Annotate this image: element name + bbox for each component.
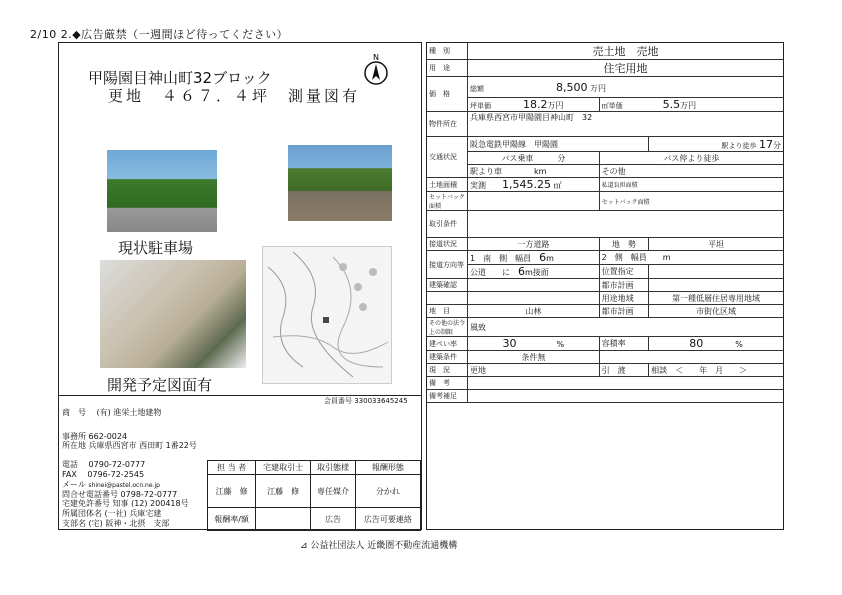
branch: (宅) 阪神・北摂 支部	[88, 519, 170, 528]
tel-row	[62, 460, 145, 470]
tsubo-cell	[468, 98, 600, 112]
fax: 0796-72-2545	[87, 470, 145, 479]
contact-label: 問合せ電話番号	[62, 490, 118, 499]
setback-label-2: セットバック面積	[599, 192, 783, 211]
setback-label: セットバック面積	[427, 192, 468, 211]
bus-walk: バス停より徒歩	[599, 152, 783, 165]
tsubo-label: 坪単価	[470, 102, 491, 110]
license-row	[62, 499, 189, 509]
road1-width: 6	[539, 251, 547, 264]
city-plan-label: 都市計画	[599, 279, 648, 292]
road2-cell	[599, 251, 783, 265]
location-label: 物件所在	[427, 112, 468, 137]
far-unit: %	[735, 340, 743, 349]
area-cell	[468, 178, 600, 192]
trade-name-row	[62, 408, 161, 418]
mail-label: メール	[62, 480, 86, 489]
walk-value: 17	[759, 137, 773, 151]
staff-header: 取引態様	[311, 461, 356, 475]
property-subtitle: 更地 ４６７．４坪 測量図有	[108, 87, 361, 105]
property-title: 甲陽園目神山町32ブロック	[88, 69, 272, 87]
north-arrow-icon	[362, 52, 390, 86]
other-limits-value: 風致	[468, 318, 784, 337]
address: 兵庫県西宮市 西田町 1番22号	[88, 441, 197, 450]
footer-org	[300, 538, 457, 551]
office-label: 事務所	[62, 432, 86, 441]
parking-caption: 現状駐車場	[118, 239, 194, 257]
private-road-label: 私道負担面積	[599, 178, 783, 192]
plan-caption: 開発予定図面有	[107, 376, 213, 394]
land-category-label: 地 目	[427, 305, 468, 318]
fax-row	[62, 470, 144, 480]
staff-value: 専任媒介	[311, 475, 356, 508]
price-label: 価 格	[427, 77, 468, 112]
fax-label: FAX	[62, 470, 77, 479]
address-label: 所在地	[62, 441, 86, 450]
area-label: 土地面積	[427, 178, 468, 192]
area-kind: 実測	[470, 181, 486, 190]
ad-value: 広告可要連絡	[355, 508, 420, 531]
ad-label: 広告	[311, 508, 356, 531]
remarks-extra-label: 備考補足	[427, 390, 468, 403]
coverage-label: 建ぺい率	[427, 337, 468, 351]
road2-unit: m	[662, 253, 671, 262]
property-detail-panel	[426, 42, 784, 530]
far-cell	[649, 337, 783, 351]
road1-cell	[468, 251, 600, 265]
development-model-photo	[100, 260, 246, 368]
staff-value: 分かれ	[355, 475, 420, 508]
fee-label: 報酬率/額	[208, 508, 256, 531]
site-photo-1	[107, 150, 217, 232]
license-label: 宅建免許番号	[62, 499, 110, 508]
use-value: 住宅用地	[468, 60, 784, 77]
assoc-row	[62, 509, 161, 519]
member-number: 会員番号 330033645245	[324, 397, 408, 405]
tsubo-value: 18.2	[523, 98, 548, 111]
mail: shinei@pastel.ocn.ne.jp	[88, 482, 160, 489]
road1-value: 南 側 幅員	[483, 254, 532, 263]
area-unit: ㎡	[553, 181, 562, 190]
other-limits-label: その他の法令上の制限	[427, 318, 468, 337]
org-logo-icon: ⊿	[300, 541, 311, 551]
m2-label: ㎡単価	[601, 102, 623, 110]
status-value: 更地	[468, 364, 600, 377]
staff-header: 報酬形態	[355, 461, 420, 475]
coverage-value: 30	[502, 337, 517, 350]
coverage-unit: %	[556, 340, 565, 349]
far-value: 80	[689, 337, 704, 350]
line-value: 阪急電鉄甲陽線 甲陽園	[468, 137, 649, 152]
handover-label: 引 渡	[599, 364, 648, 377]
urban-value: 市街化区域	[649, 305, 783, 318]
site-photo-2	[288, 145, 392, 221]
coverage-cell	[468, 337, 600, 351]
build-cond-label: 建築条件	[427, 351, 468, 364]
contact: 0798-72-0777	[120, 490, 178, 499]
frontage-unit: m接面	[525, 268, 549, 277]
car-distance: 駅より車 km	[468, 165, 600, 178]
fee-value	[256, 508, 311, 531]
road1-no: 1	[470, 254, 476, 263]
status-label: 現 況	[427, 364, 468, 377]
road-label: 接道状況	[427, 238, 468, 251]
road2-value: 側 幅員	[614, 253, 647, 262]
address-row	[62, 441, 197, 451]
property-detail-table	[427, 43, 783, 403]
walk-cell	[649, 137, 783, 152]
type-label: 種 別	[427, 43, 468, 60]
assoc: (一社) 兵庫宅建	[104, 509, 162, 518]
office-zip: 662-0024	[88, 432, 128, 441]
terrain-label: 地 勢	[599, 238, 648, 251]
header-text: 2/10 2.◆広告厳禁（一週間ほど待ってください）	[30, 28, 289, 41]
road-type: 公道 に	[470, 268, 510, 277]
zoning-label: 用途地域	[599, 292, 648, 305]
bus-ride: バス乗車 分	[468, 152, 600, 165]
type-value: 売土地 売地	[468, 43, 784, 60]
walk-unit: 分	[773, 140, 781, 150]
assoc-label: 所属団体名	[62, 509, 102, 518]
traffic-label: 交通状況	[427, 137, 468, 178]
m2-cell	[599, 98, 783, 112]
remarks-label: 備 考	[427, 377, 468, 390]
zoning-left-label	[427, 292, 468, 305]
trade-name: (有) 進栄土地建物	[96, 408, 162, 417]
location-value: 兵庫県西宮市甲陽園目神山町 32	[468, 112, 784, 137]
north-label: N	[373, 53, 379, 62]
road-direction-label: 接道方向等	[427, 251, 468, 279]
frontage-cell	[468, 265, 600, 279]
staff-header: 宅建取引士	[256, 461, 311, 475]
urban-label: 都市計画	[599, 305, 648, 318]
zoning-value: 第一種低層住居専用地域	[649, 292, 783, 305]
build-cond-value: 条件無	[468, 351, 600, 364]
m2-unit: 万円	[680, 101, 697, 110]
area-value: 1,545.25	[502, 178, 551, 191]
terrain-value: 平坦	[649, 238, 783, 251]
trade-label: 商 号	[62, 408, 86, 417]
conditions-label: 取引条件	[427, 211, 468, 238]
license: 知事 (12) 200418号	[112, 499, 189, 508]
road2-no: 2	[601, 253, 607, 262]
other-traffic: その他	[599, 165, 783, 178]
rebuild-label: 建築確認	[427, 279, 468, 292]
price-cell	[468, 77, 784, 98]
branch-label: 支部名	[62, 519, 86, 528]
total-label: 総額	[470, 84, 484, 93]
tel: 0790-72-0777	[88, 460, 146, 469]
staff-header: 担 当 者	[208, 461, 256, 475]
walk-label: 駅より徒歩	[721, 141, 757, 150]
road-value: 一方道路	[468, 238, 600, 251]
land-category-value: 山林	[468, 305, 600, 318]
price-value: 8,500	[556, 80, 588, 94]
branch-row	[62, 519, 169, 529]
handover-value: 相談 ＜ 年 月 ＞	[649, 364, 783, 377]
staff-value: 江藤 修	[256, 475, 311, 508]
m2-value: 5.5	[662, 98, 681, 111]
far-label: 容積率	[599, 337, 648, 351]
tsubo-unit: 万円	[547, 101, 564, 110]
use-label: 用 途	[427, 60, 468, 77]
footer-text: 公益社団法人 近畿圏不動産流通機構	[310, 541, 458, 551]
staff-table	[207, 460, 421, 531]
frontage-value: 6	[518, 265, 525, 278]
price-unit: 万円	[590, 83, 607, 93]
staff-value: 江藤 修	[208, 475, 256, 508]
tel-label: 電話	[62, 460, 78, 469]
road1-unit: m	[546, 254, 554, 263]
location-map	[262, 246, 392, 384]
designated-label: 位置指定	[599, 265, 648, 279]
